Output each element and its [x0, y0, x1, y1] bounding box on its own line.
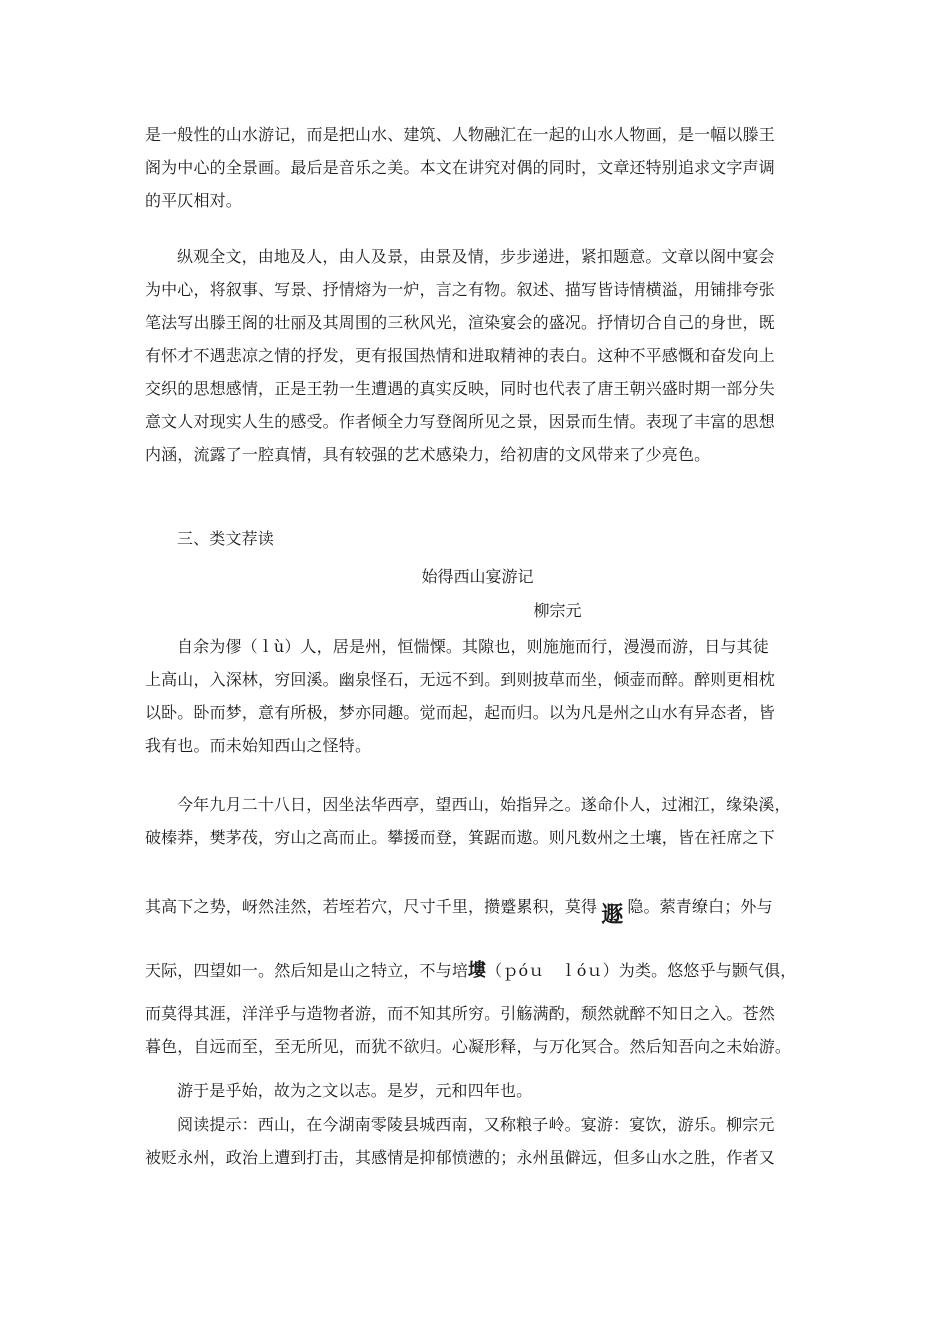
text-line: 今年九月二十八日，因坐法华西亭，望西山，始指异之。遂命仆人，过湘江，缘染溪，: [177, 795, 791, 814]
text-line: 交织的思想感情，正是王勃一生遭遇的真实反映，同时也代表了唐王朝兴盛时期一部分失: [145, 379, 775, 398]
text-segment: （ｐóｕ ｌóｕ）为类。悠悠乎与颢气俱，: [486, 961, 797, 980]
text-line: 阁为中心的全景画。最后是音乐之美。本文在讲究对偶的同时，文章还特别追求文字声调: [145, 158, 775, 177]
text-line: 上高山，入深林，穷回溪。幽泉怪石，无远不到。到则披草而坐，倾壶而醉。醉则更相枕: [145, 670, 775, 689]
text-line: 我有也。而未始知西山之怪特。: [145, 736, 372, 755]
text-line: 以卧。卧而梦，意有所极，梦亦同趣。觉而起，起而归。以为凡是州之山水有异态者，皆: [145, 703, 775, 722]
essay-paragraph-2-line-3: [145, 890, 810, 928]
text-line: 被贬永州，政治上遭到打击，其感情是抑郁愤懑的；永州虽僻远，但多山水之胜，作者又: [145, 1148, 775, 1167]
text-line: 的平仄相对。: [145, 191, 242, 210]
text-line: 暮色，自远而至，至无所见，而犹不欲归。心凝形释，与万化冥合。然后知吾向之未始游。: [145, 1037, 792, 1056]
text-line: 笔法写出滕王阁的壮丽及其周围的三秋风光，渲染宴会的盛况。抒情切合自己的身世，既: [145, 313, 775, 332]
text-segment: 隐。萦青缭白；外与: [627, 897, 773, 916]
text-line: 内涵，流露了一腔真情，具有较强的艺术感染力，给初唐的文风带来了少亮色。: [145, 445, 711, 464]
essay-title: 始得西山宴游记: [421, 567, 534, 586]
text-line: 意文人对现实人生的感受。作者倾全力写登阁所见之景，因景而生情。表现了丰富的思想: [145, 412, 775, 431]
text-line: 是一般性的山水游记，而是把山水、建筑、人物融汇在一起的山水人物画，是一幅以滕王: [145, 125, 775, 144]
section-heading-text: 三、类文荐读: [177, 529, 274, 548]
text-line: 破榛莽，樊茅茷，穷山之高而止。攀援而登，箕踞而遨。则凡数州之土壤，皆在衽席之下: [145, 828, 775, 847]
text-line: 游于是乎始，故为之文以志。是岁，元和四年也。: [177, 1081, 533, 1100]
text-line: 纵观全文，由地及人，由人及景，由景及情，步步递进，紧扣题意。文章以阁中宴会: [177, 247, 775, 266]
text-line: 而莫得其涯，洋洋乎与造物者游，而不知其所穷。引觞满酌，颓然就醉不知日之入。苍然: [145, 1004, 775, 1023]
text-line: 阅读提示：西山，在今湖南零陵县城西南，又称粮子岭。宴游：宴饮，游乐。柳宗元: [177, 1115, 775, 1134]
text-segment: 其高下之势，岈然洼然，若垤若穴，尺寸千里，攒蹙累积，莫得: [145, 897, 598, 916]
essay-author: 柳宗元: [533, 601, 582, 620]
essay-paragraph-1: [145, 630, 810, 762]
paragraph-summary: [145, 240, 810, 471]
text-line: [145, 954, 810, 987]
paragraph-continuation: [145, 118, 810, 217]
text-line: 为中心，将叙事、写景、抒情熔为一炉，言之有物。叙述、描写皆诗情横溢，用铺排夸张: [145, 280, 775, 299]
essay-paragraph-2: [145, 788, 810, 854]
essay-paragraph-3: [145, 1074, 810, 1107]
rare-character: 塿: [468, 960, 487, 981]
text-line: [145, 890, 810, 928]
text-segment: 天际，四望如一。然后知是山之特立，不与培: [145, 961, 469, 980]
rare-character: 遯: [601, 902, 624, 928]
reading-tip: [145, 1108, 810, 1174]
essay-paragraph-2-rest: [145, 997, 810, 1063]
essay-paragraph-2-line-4: [145, 954, 810, 987]
text-line: 自余为僇（ｌù）人，居是州，恒惴慄。其隙也，则施施而行，漫漫而游，日与其徒: [177, 637, 769, 656]
section-heading: [145, 522, 810, 555]
text-line: 有怀才不遇悲凉之情的抒发，更有报国热情和进取精神的表白。这种不平感慨和奋发向上: [145, 346, 775, 365]
